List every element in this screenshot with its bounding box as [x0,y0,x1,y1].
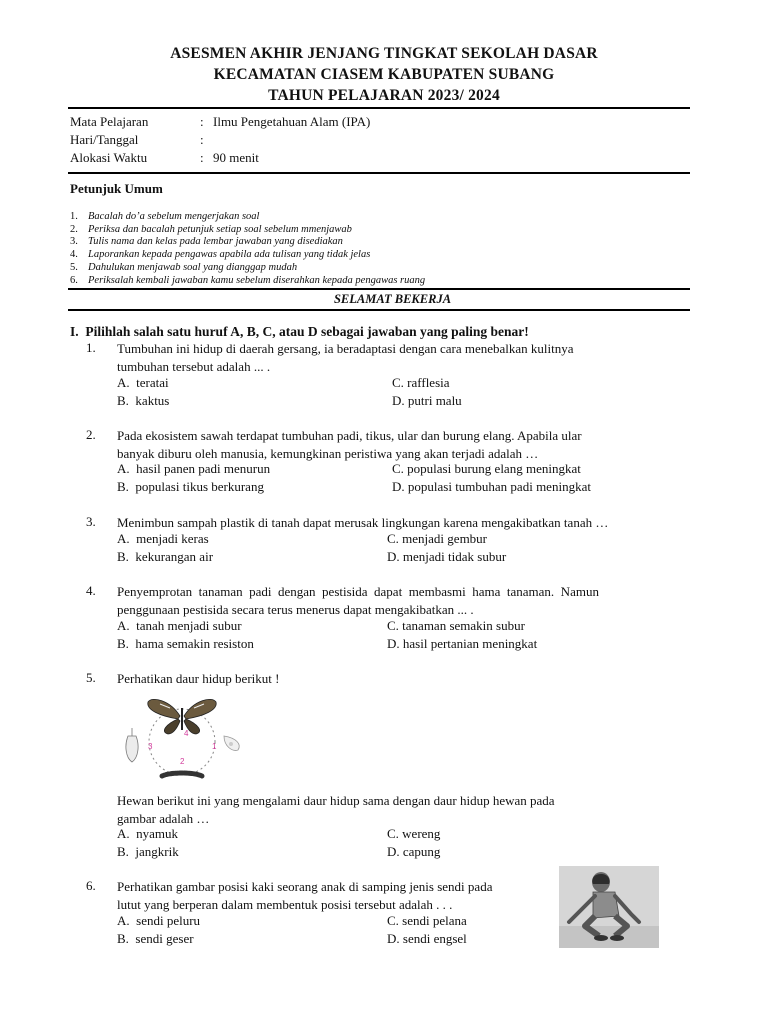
option-d[interactable]: D. capung [387,844,441,859]
question-text: Hewan berikut ini yang mengalami daur hidup sama dengan daur hidup hewan pada gambar adalah … [117,793,555,826]
instruction-item: 4. Laporankan kepada pengawas apabila ada tulisan yang tidak jelas [70,249,371,261]
question-text: Menimbun sampah plastik di tanah dapat merusak lingkungan karena mengakibatkan tanah … [117,515,609,530]
stage-label: 4 [184,729,189,738]
instructions-divider-bottom [68,309,690,311]
butterfly-life-cycle-figure [120,694,245,784]
option-a[interactable]: A. menjadi keras [117,531,209,546]
stage-label: 1 [212,742,217,751]
question-number: 3. [86,514,96,529]
question-number: 5. [86,670,96,685]
option-d[interactable]: D. populasi tumbuhan padi meningkat [392,479,591,494]
question-text: Pada ekosistem sawah terdapat tumbuhan padi, tikus, ular dan burung elang. Apabila ular banyak diburu oleh manusia, kemungkinan peristiwa yang akan terjadi adalah … [117,428,582,461]
date-label: Hari/Tanggal [70,132,139,147]
option-c[interactable]: C. wereng [387,826,441,841]
time-value: 90 menit [213,150,259,165]
question-number: 1. [86,340,96,355]
exam-title-line3: TAHUN PELAJARAN 2023/ 2024 [268,87,500,104]
instruction-item: 5. Dahulukan menjawab soal yang dianggap mudah [70,261,298,273]
option-c[interactable]: C. populasi burung elang meningkat [392,461,581,476]
instructions-list [70,211,425,287]
option-a[interactable]: A. tanah menjadi subur [117,618,242,633]
question-text: Perhatikan daur hidup berikut ! [117,671,280,686]
option-d[interactable]: D. sendi engsel [387,931,467,946]
option-c[interactable]: C. menjadi gembur [387,531,488,546]
option-d[interactable]: D. putri malu [392,393,462,408]
egg-leaf-icon [224,736,239,750]
header-divider [68,107,690,109]
option-b[interactable]: B. sendi geser [117,931,194,946]
instructions-heading: Petunjuk Umum [70,181,163,196]
question-number: 2. [86,427,96,442]
option-b[interactable]: B. kaktus [117,393,170,408]
option-c[interactable]: C. rafflesia [392,375,450,390]
option-a[interactable]: A. teratai [117,375,169,390]
question-text: Tumbuhan ini hidup di daerah gersang, ia beradaptasi dengan cara menebalkan kulitnya tumbuhan tersebut adalah ... . [117,341,574,374]
instruction-item: 3. Tulis nama dan kelas pada lembar jawaban yang disediakan [70,236,343,248]
squatting-child-photo [559,866,659,948]
option-c[interactable]: C. sendi pelana [387,913,467,928]
closing-message: SELAMAT BEKERJA [333,292,452,306]
option-d[interactable]: D. hasil pertanian meningkat [387,636,538,651]
option-b[interactable]: B. kekurangan air [117,549,214,564]
question-text: Penyemprotan tanaman padi dengan pestisida dapat membasmi hama tanaman. Namun penggunaan pestisida secara terus menerus dapat mengakibatkan ... . [117,584,599,617]
section-numeral: I. [70,324,79,339]
option-a[interactable]: A. hasil panen padi menurun [117,461,271,476]
instruction-item: 2. Periksa dan bacalah petunjuk setiap soal sebelum mmenjawab [70,223,352,235]
option-a[interactable]: A. sendi peluru [117,913,201,928]
instruction-item: 6. Periksalah kembali jawaban kamu sebelum diserahkan kepada pengawas ruang [70,274,426,286]
time-label: Alokasi Waktu [70,150,148,165]
caterpillar-icon [162,773,202,776]
subject-value: Ilmu Pengetahuan Alam (IPA) [213,114,371,129]
instruction-item: 1. Bacalah do’a sebelum mengerjakan soal [70,211,260,222]
exam-title-line1: ASESMEN AKHIR JENJANG TINGKAT SEKOLAH DASAR [170,45,598,62]
option-b[interactable]: B. populasi tikus berkurang [117,479,264,494]
option-b[interactable]: B. hama semakin resiston [117,636,254,651]
question-number: 4. [86,583,96,598]
option-a[interactable]: A. nyamuk [117,826,179,841]
question-number: 6. [86,878,96,893]
section-instruction: Pilihlah salah satu huruf A, B, C, atau D sebagai jawaban yang paling benar! [85,324,529,339]
section-heading [70,324,529,340]
stage-label: 2 [180,757,185,766]
question-text: Perhatikan gambar posisi kaki seorang anak di samping jenis sendi pada lutut yang berperan dalam membentuk posisi tersebut adalah . . . [117,879,493,912]
chrysalis-icon [126,728,138,762]
colon: : [200,114,204,129]
instructions-divider-top [68,288,690,290]
butterfly-icon [148,699,216,734]
meta-divider [68,172,690,174]
exam-title-line2: KECAMATAN CIASEM KABUPATEN SUBANG [213,66,555,83]
option-c[interactable]: C. tanaman semakin subur [387,618,525,633]
colon: : [200,150,204,165]
option-d[interactable]: D. menjadi tidak subur [387,549,507,564]
colon: : [200,132,204,147]
subject-label: Mata Pelajaran [70,114,149,129]
option-b[interactable]: B. jangkrik [117,844,179,859]
stage-label: 3 [148,742,153,751]
